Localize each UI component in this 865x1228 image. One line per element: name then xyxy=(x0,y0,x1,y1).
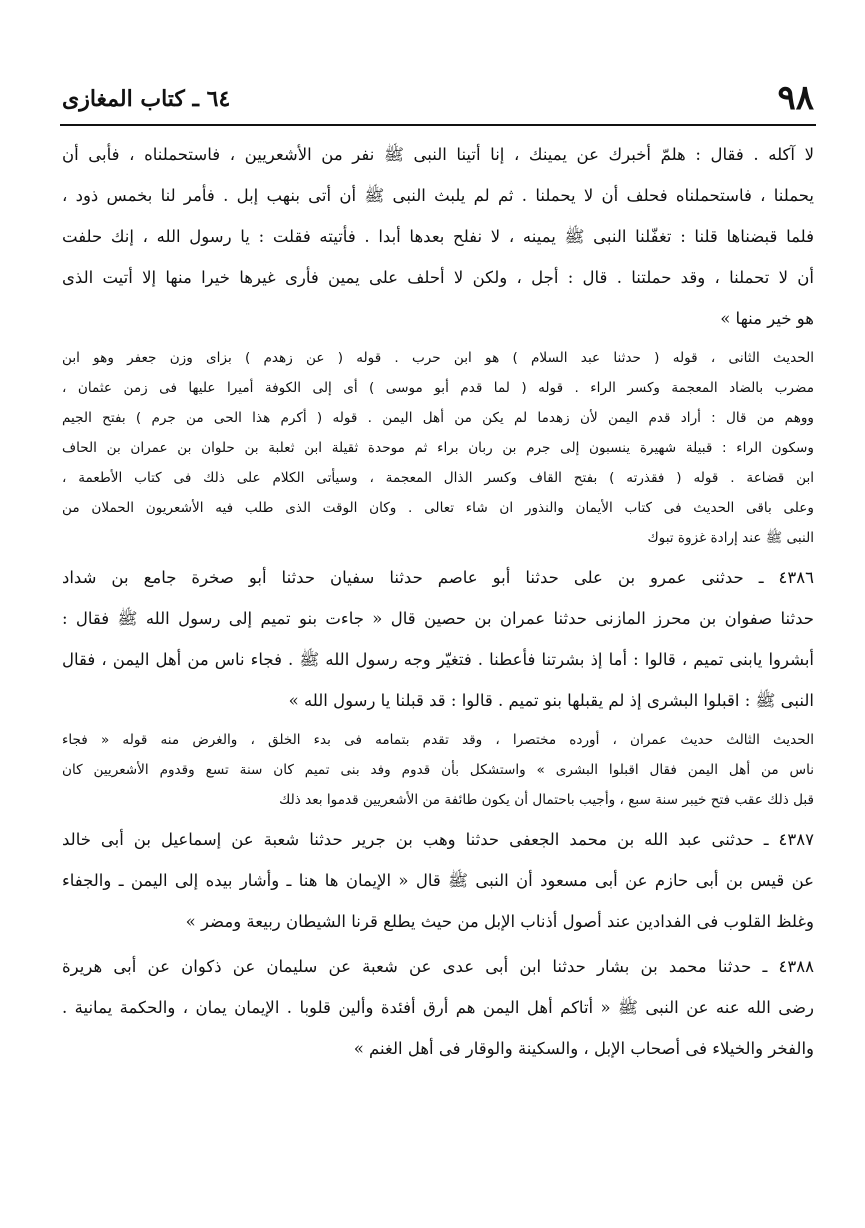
page-header xyxy=(62,78,814,122)
text-line: النبى ﷺ عند إرادة غزوة تبوك xyxy=(647,530,814,546)
text-line: يحملنا ، فاستحملناه فحلف أن لا يحملنا . ثم لم يلبث النبى ﷺ أن أتى بنهب إبل . فأمر لنا بخمس ذود ، xyxy=(62,186,814,205)
page-body xyxy=(62,134,814,1073)
hadith-block xyxy=(62,819,814,942)
text-line: رضى الله عنه عن النبى ﷺ « أتاكم أهل اليمن هم أرق أفئدة وألين قلوبا . الإيمان يمان ، والحكمة يمانية . xyxy=(62,998,814,1017)
text-line: مضرب بالضاد المعجمة وكسر الراء . قوله ( لما قدم أبو موسى ) أى إلى الكوفة أميرا عليها فى زمن عثمان ، xyxy=(62,380,814,396)
text-line: ٤٣٨٦ ـ حدثنى عمرو بن على حدثنا أبو عاصم حدثنا سفيان حدثنا أبو صخرة جامع بن شداد xyxy=(62,568,814,587)
text-line: وسكون الراء : قبيلة شهيرة ينسبون إلى جرم بن ربان براء ثم موحدة ثقيلة ابن ثعلبة بن حلوان بن عمران بن الحاف xyxy=(62,440,814,456)
text-line: ٤٣٨٧ ـ حدثنى عبد الله بن محمد الجعفى حدثنا وهب بن جرير حدثنا شعبة عن إسماعيل بن أبى خالد xyxy=(62,830,814,849)
text-line: ووهم من قال : أراد قدم اليمن لأن زهدما لم يكن من أهل اليمن . قوله ( أكرم هذا الحى من جرم ) بفتح الجيم xyxy=(62,410,814,426)
text-line: الحديث الثانى ، قوله ( حدثنا عبد السلام ) هو ابن حرب . قوله ( عن زهدم ) بزاى وزن جعفر وهو ابن xyxy=(62,350,814,366)
text-line: قبل ذلك عقب فتح خيبر سنة سبع ، وأجيب باحتمال أن يكون طائفة من الأشعريين قدموا بعد ذلك xyxy=(279,792,814,808)
text-line: ناس من أهل اليمن فقال اقبلوا البشرى » واستشكل بأن قدوم وفد بنى تميم كان سنة تسع وقدوم الأشعريين كان xyxy=(62,762,814,778)
text-line: وغلظ القلوب فى الفدادين عند أصول أذناب الإبل من حيث يطلع قرنا الشيطان ربيعة ومضر » xyxy=(185,912,814,931)
running-title: ٦٤ ـ كتاب المغازى xyxy=(62,86,231,112)
text-line: أن لا تحملنا ، وقد حملتنا . قال : أجل ، ولكن لا أحلف على يمين فأرى غيرها خيرا منها إلا أتيت الذى xyxy=(62,268,814,287)
hadith-block xyxy=(62,134,814,339)
text-line: لا آكله . فقال : هلمّ أخبرك عن يمينك ، إنا أتينا النبى ﷺ نفر من الأشعريين ، فاستحملناه ، فأبى أن xyxy=(62,145,814,164)
commentary-block xyxy=(62,725,814,815)
text-line: والفخر والخيلاء فى أصحاب الإبل ، والسكينة والوقار فى أهل الغنم » xyxy=(353,1039,814,1058)
page-number: ٩٨ xyxy=(777,78,814,118)
header-rule xyxy=(60,124,816,126)
text-line: عن قيس بن أبى حازم عن أبى مسعود أن النبى ﷺ قال « الإيمان ها هنا ـ وأشار بيده إلى اليمن ـ والجفاء xyxy=(62,871,814,890)
text-line: ابن قضاعة . قوله ( فقذرته ) بفتح القاف وكسر الذال المعجمة ، وسيأتى الكلام على ذلك فى كتاب الأطعمة ، xyxy=(62,470,814,486)
hadith-block xyxy=(62,946,814,1069)
text-line: ٤٣٨٨ ـ حدثنا محمد بن بشار حدثنا ابن أبى عدى عن شعبة عن سليمان عن ذكوان عن أبى هريرة xyxy=(62,957,814,976)
text-line: هو خير منها » xyxy=(720,309,814,328)
text-line: فلما قبضناها قلنا : تغفّلنا النبى ﷺ يمينه ، لا نفلح بعدها أبدا . فأتيته فقلت : يا رسول الله ، إنك حلفت xyxy=(62,227,814,246)
commentary-block xyxy=(62,343,814,553)
text-line: النبى ﷺ : اقبلوا البشرى إذ لم يقبلها بنو تميم . قالوا : قد قبلنا يا رسول الله » xyxy=(288,691,814,710)
text-line: الحديث الثالث حديث عمران ، أورده مختصرا ، وقد تقدم بتمامه فى بدء الخلق ، والغرض منه قوله « فجاء xyxy=(62,732,814,748)
text-line: حدثنا صفوان بن محرز المازنى حدثنا عمران بن حصين قال « جاءت بنو تميم إلى رسول الله ﷺ فقال : xyxy=(62,609,814,628)
hadith-block xyxy=(62,557,814,721)
text-line: أبشروا يابنى تميم ، قالوا : أما إذ بشرتنا فأعطنا . فتغيّر وجه رسول الله ﷺ . فجاء ناس من أهل اليمن ، فقال xyxy=(62,650,814,669)
text-line: وعلى باقى الحديث فى كتاب الأيمان والنذور ان شاء تعالى . وكان الوقت الذى طلب فيه الأشعريون الحملان من xyxy=(62,500,814,516)
